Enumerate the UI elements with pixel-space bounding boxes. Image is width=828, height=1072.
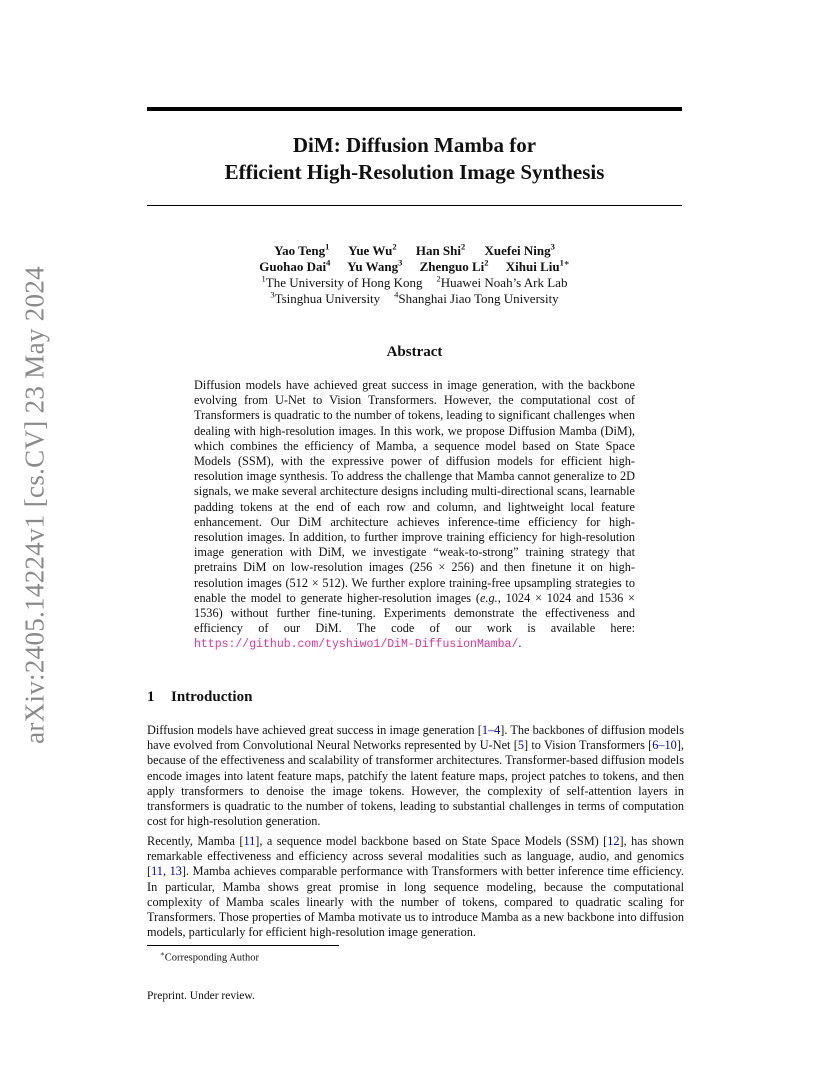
code-repo-link[interactable]: https://github.com/tyshiwo1/DiM-DiffusionMamba/ bbox=[194, 638, 519, 652]
author-name: Yao Teng bbox=[274, 243, 326, 258]
abstract-heading: Abstract bbox=[386, 344, 443, 360]
author-block bbox=[147, 243, 682, 307]
affiliation: Shanghai Jiao Tong University bbox=[398, 291, 559, 306]
citation-link[interactable]: 5 bbox=[517, 738, 524, 753]
footnote-rule bbox=[147, 945, 339, 946]
citation-link[interactable]: 13 bbox=[169, 864, 182, 879]
affiliation: Tsinghua University bbox=[274, 291, 381, 306]
title-bottom-rule bbox=[147, 205, 682, 206]
title-top-rule bbox=[147, 107, 682, 111]
abstract-body: Diffusion models have achieved great success in image generation, with the backbone evolving from U-Net to Vision Transformers. However, the computational cost of Transformers is quadratic to the number of tokens, leading to significant challenges when dealing with high-resolution images. In this work, we propose Diffusion Mamba (DiM), which combines the efficiency of Mamba, a sequence model based on State Space Models (SSM), with the expressive power of diffusion models for efficient high-resolution image synthesis. To address the challenge that Mamba cannot generalize to 2D signals, we make several architecture designs including multi-directional scans, learnable padding tokens at the end of each row and column, and lightweight local feature enhancement. Our DiM architecture achieves inference-time efficiency for high-resolution images. In addition, to further improve training efficiency for high-resolution image generation with DiM, we investigate “weak-to-strong” training strategy that pretrains DiM on low-resolution images (256 × 256) and then finetune it on high-resolution images (512 × 512). We further explore training-free upsampling strategies to enable the model to generate higher-resolution images (e.g., 1024 × 1024 and 1536 × 1536) without further fine-tuning. Experiments demonstrate the effectiveness and efficiency of our DiM. The code of our work is available here: https://github.com/tyshiwo1/DiM-DiffusionMamba/. bbox=[194, 378, 635, 652]
author-name: Zhenguo Li bbox=[419, 259, 485, 274]
citation-link[interactable]: 6–10 bbox=[652, 738, 677, 753]
section-heading-introduction: 1 Introduction bbox=[147, 689, 253, 705]
author-name: Yue Wu bbox=[348, 243, 393, 258]
footnote: ∗Corresponding Author bbox=[160, 950, 259, 964]
affiliation: Huawei Noah’s Ark Lab bbox=[440, 275, 568, 290]
author-name: Han Shi bbox=[415, 243, 462, 258]
author-row-1: Yao Teng$^1$ Yue Wu$^2$ Han Shi$^2$ Xuefei Ning$^3$ bbox=[274, 241, 555, 258]
citation-link[interactable]: 12 bbox=[607, 834, 620, 848]
preprint-notice: Preprint. Under review. bbox=[147, 990, 255, 1002]
affiliation-row-1: $^1$The University of Hong Kong $^2$Huawei Noah’s Ark Lab bbox=[261, 273, 568, 290]
author-name: Yu Wang bbox=[347, 259, 399, 274]
citation-link[interactable]: 11 bbox=[151, 864, 163, 879]
author-name: Xihui Liu bbox=[505, 259, 560, 274]
arxiv-side-stamp: arXiv:2405.14224v1 [cs.CV] 23 May 2024 bbox=[19, 266, 50, 744]
author-row-2: Guohao Dai$^4$ Yu Wang$^3$ Zhenguo Li$^2$ Xihui Liu$^{1∗}$ bbox=[259, 257, 570, 274]
affiliation: The University of Hong Kong bbox=[265, 275, 423, 290]
intro-paragraph-1: Diffusion models have achieved great success in image generation [1–4]. The backbones of diffusion models have evolved from Convolutional Neural Networks represented by U-Net [5] to Vision Transformers [6–10], because of the effectiveness and scalability of transformer architectures. Transformer-based diffusion models encode images into latent feature maps, patchify the latent feature maps, project patches to tokens, and then apply transformers to denoise the image tokens. However, the complexity of self-attention layers in transformers is quadratic to the number of tokens, leading to substantial challenges in terms of computation cost for high-resolution generation. bbox=[147, 723, 684, 829]
intro-paragraph-2: Recently, Mamba [11], a sequence model backbone based on State Space Models (SSM) [12], has shown remarkable effectiveness and efficiency across several modalities such as language, audio, and genomics [11, 13]. Mamba achieves comparable performance with Transformers with better inference time efficiency. In particular, Mamba shows great promise in long sequence modeling, because the computational complexity of Mamba scales linearly with the number of tokens, compared to quadratic scaling for Transformers. Those properties of Mamba motivate us to introduce Mamba as a new backbone into diffusion models, particularly for efficient high-resolution image generation. bbox=[147, 834, 684, 940]
citation-link[interactable]: 11 bbox=[243, 834, 256, 848]
author-name: Guohao Dai bbox=[259, 259, 327, 274]
citation-link[interactable]: 1–4 bbox=[481, 723, 501, 737]
affiliation-row-2: $^3$Tsinghua University $^4$Shanghai Jiao Tong University bbox=[270, 289, 559, 306]
author-name: Xuefei Ning bbox=[484, 243, 551, 258]
paper-title: DiM: Diffusion Mamba for Efficient High-Resolution Image Synthesis bbox=[224, 133, 605, 184]
